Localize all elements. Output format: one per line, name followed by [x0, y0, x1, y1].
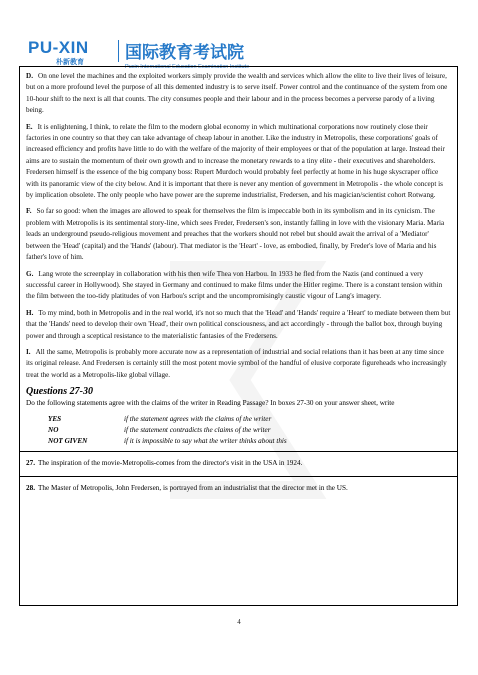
paragraph-text: It is enlightening, I think, to relate the film to the modern global economy in which multinational corporations now routinely close their factories in one country so that they can take advantage of cheap labour in another. Like the industry in Metropolis, these corporations' goals of increased efficiency and profits have little to do with the welfare of the majority of their employees or that of the population at large. Instead their aims are to sustain the momentum of their own growth and to increase the monetary rewards to a tiny elite - their executives and shareholders. Fredersen himself is the essence of the big company boss: Rupert Murdoch would probably feel perfectly at home in his huge skyscraper office with its panoramic view of the city below. And it is important that there is never any mention of government in Metropolis - the whole concept is by implication obsolete. The only people who have power are the supreme industrialist, Fredersen, and his magician/scientist cohort Rotwang.: [26, 122, 445, 200]
question-number: 28.: [26, 483, 35, 492]
section-divider: [20, 476, 457, 477]
questions-instructions: Do the following statements agree with the claims of the writer in Reading Passage? In boxes 27-30 on your answer sheet, write: [26, 399, 395, 408]
paragraph-label: D.: [26, 72, 33, 80]
paragraph-label: I.: [26, 347, 31, 356]
institute-title-en: Puxin International Education Examination Institute: [125, 64, 250, 70]
question-28: [26, 483, 451, 494]
questions-title: Questions 27-30: [26, 386, 93, 398]
brand-name: PU-XIN: [28, 38, 89, 57]
paragraph-d: [26, 71, 451, 117]
paragraph-text: Lang wrote the screenplay in collaboration with his then wife Thea von Harbou. In 1933 he fled from the Nazis (and continued a very successful career in Hollywood). She stayed in Germany and continued to make films under the Hitler regime. There is a constant tension within the film between the too-tidy platitudes of von Harbou's script and the uncompromisingly caustic vigour of Lang's imagery.: [26, 269, 443, 301]
paragraph-label: H.: [26, 308, 34, 317]
institute-title-cn: 国际教育考试院: [125, 43, 244, 63]
puxin-logo: [28, 38, 112, 64]
answer-key: [48, 414, 451, 448]
paragraph-text: All the same, Metropolis is probably more accurate now as a representation of industrial and social relations than it has been at any time since its original release. And Fredersen is certainly still the most potent movie symbol of the handful of elusive corporate figureheads who increasingly treat the world as a Metropolis-like global village.: [26, 347, 447, 379]
paragraph-f: [26, 206, 451, 263]
brand-subtitle: 朴新教育: [56, 58, 84, 66]
answer-key-term: NO: [48, 425, 59, 434]
paragraph-i: [26, 347, 451, 381]
question-text: The Master of Metropolis, John Fredersen, is portrayed from an industrialist that the director met in the US.: [37, 483, 348, 492]
section-divider: [20, 451, 457, 452]
paragraph-e: [26, 122, 451, 202]
paragraph-text: So far so good: when the images are allowed to speak for themselves the film is impeccable both in its symbolism and in its cynicism. The problem with Metropolis is its sentimental story-line, which sees Freder, Fredersen's son, instantly falling in love with the visionary Maria. Maria leads an underground pseudo-religious movement and preaches that the workers should not rebel but should await the arrival of a 'Mediator' between the 'Head' (capital) and the 'Hands' (labour). That mediator is the 'Heart' - love, as embodied, finally, by Freder's love of Maria and his father's love of him.: [26, 207, 445, 262]
passage-box: [19, 66, 458, 606]
answer-key-row: [48, 436, 451, 447]
answer-key-term: NOT GIVEN: [48, 436, 88, 445]
question-number: 27.: [26, 459, 35, 468]
answer-key-desc: if it is impossible to say what the writer thinks about this: [124, 436, 287, 445]
question-27: [26, 458, 451, 469]
answer-key-desc: if the statement agrees with the claims of the writer: [124, 414, 272, 423]
paragraph-h: [26, 308, 451, 342]
page-header: [0, 0, 478, 70]
paragraph-label: E.: [26, 122, 33, 131]
question-text: The inspiration of the movie-Metropolis-comes from the director's visit in the USA in 1924.: [37, 459, 303, 468]
answer-key-term: YES: [48, 414, 62, 423]
answer-key-row: [48, 425, 451, 436]
paragraph-text: On one level the machines and the exploited workers simply provide the wealth and services which allow the elite to live their lives of leisure, but on a more profound level the purpose of all this demented industry is to serve itself. Power control and the continuance of the system from one 10-hour shift to the next is all that counts. The city consumes people and their labour and in the process becomes a perverse parody of a living being.: [26, 72, 448, 115]
paragraph-label: F.: [26, 207, 32, 216]
logo-divider: [118, 40, 119, 62]
page-number: 4: [237, 618, 241, 626]
paragraph-label: G.: [26, 269, 34, 278]
paragraph-g: [26, 269, 451, 303]
paragraph-text: To my mind, both in Metropolis and in the real world, it's not so much that the 'Head' and 'Hands' require a 'Heart' to mediate between them but that the 'Hands' need to develop their own 'Head', their own political consciousness, and act accordingly - through the ballot box, through buying power and through a sceptical resistance to the materialistic fantasies of the Fredersens.: [26, 308, 451, 340]
answer-key-row: [48, 414, 451, 425]
answer-key-desc: if the statement contradicts the claims of the writer: [124, 425, 271, 434]
